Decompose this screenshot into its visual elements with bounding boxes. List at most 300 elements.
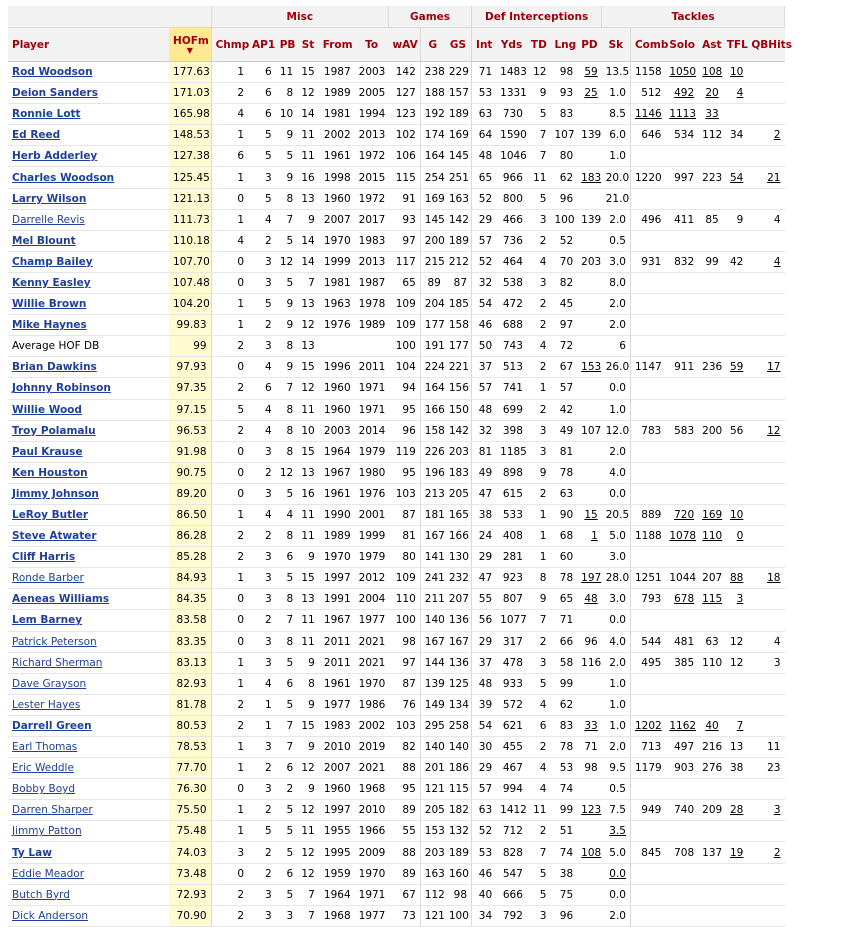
cell-pb: 5 [276,146,298,167]
cell-solo [665,188,698,209]
cell-st: 14 [297,230,319,251]
player-link[interactable]: Darrell Green [12,719,92,732]
cell-yds: 666 [496,884,527,905]
column-header-chmp[interactable]: Chmp [211,28,248,62]
player-cell[interactable] [8,842,169,863]
cell-lng: 74 [550,842,577,863]
cell-sk: 0.5 [602,779,631,800]
player-link[interactable]: Ty Law [12,846,52,859]
cell-solo [665,779,698,800]
player-link[interactable]: Bobby Boyd [12,783,76,796]
player-cell[interactable] [8,610,169,631]
player-link[interactable]: Cliff Harris [12,551,76,564]
column-header-hofm[interactable] [169,28,211,62]
player-cell[interactable] [8,251,169,272]
cell-ast [698,399,723,420]
cell-pd [577,568,602,589]
cell-chmp: 0 [211,272,248,293]
cell-gs: 157 [445,83,472,104]
player-link[interactable]: Aeneas Williams [12,593,110,606]
player-link[interactable]: Butch Byrd [12,888,70,901]
cell-ap1: 3 [248,441,276,462]
player-link[interactable]: Jimmy Patton [12,825,82,838]
cell-ast [698,462,723,483]
table-row [8,631,785,652]
player-cell[interactable] [8,737,169,758]
cell-wav: 88 [388,842,420,863]
player-cell[interactable] [8,272,169,293]
player-cell[interactable] [8,673,169,694]
cell-sk: 1.0 [602,83,631,104]
cell-to: 2005 [355,83,389,104]
cell-chmp: 0 [211,441,248,462]
cell-pb: 8 [276,188,298,209]
player-cell[interactable] [8,146,169,167]
cell-g: 188 [420,83,445,104]
leader-value: 1146 [634,108,662,121]
cell-to: 2002 [355,715,389,736]
player-cell[interactable] [8,230,169,251]
player-link[interactable]: Dick Anderson [12,909,89,922]
column-header-sk[interactable]: Sk [602,28,631,62]
cell-wav: 119 [388,441,420,462]
cell-lng: 97 [550,315,577,336]
player-link[interactable]: Mel Blount [12,234,76,247]
cell-yds: 615 [496,483,527,504]
player-cell[interactable] [8,462,169,483]
player-cell[interactable] [8,378,169,399]
player-link[interactable]: Deion Sanders [12,87,98,100]
cell-to: 2012 [355,568,389,589]
cell-g: 166 [420,399,445,420]
table-row [8,905,785,926]
player-link[interactable]: Johnny Robinson [12,382,111,395]
cell-gs: 134 [445,694,472,715]
player-link[interactable]: Patrick Peterson [12,635,97,648]
cell-g: 177 [420,315,445,336]
cell-from: 1967 [319,462,355,483]
cell-tfl [723,610,748,631]
cell-sk: 1.0 [602,399,631,420]
player-cell[interactable] [8,125,169,146]
column-header-pd[interactable]: PD [577,28,602,62]
cell-chmp: 1 [211,800,248,821]
cell-pd [577,357,602,378]
cell-yds: 741 [496,378,527,399]
cell-solo [665,589,698,610]
player-link[interactable]: Ronde Barber [12,572,84,585]
cell-qbhits: 4 [747,631,784,652]
column-header-lng[interactable]: Lng [550,28,577,62]
cell-tfl: 56 [723,420,748,441]
cell-from: 2003 [319,420,355,441]
hof-db-stats-table [8,6,792,927]
cell-pb: 5 [276,884,298,905]
cell-solo [665,146,698,167]
cell-comb: 1158 [630,62,665,83]
cell-to: 1968 [355,779,389,800]
cell-int: 46 [472,315,497,336]
column-header-yds[interactable]: Yds [496,28,527,62]
player-link[interactable]: Champ Bailey [12,255,93,268]
cell-comb: 1179 [630,758,665,779]
cell-gs: 229 [445,62,472,83]
leader-value: 25 [584,87,598,100]
player-link[interactable]: Richard Sherman [12,656,103,669]
cell-st: 9 [297,209,319,230]
cell-qbhits [747,336,784,357]
player-cell[interactable] [8,294,169,315]
player-cell[interactable] [8,357,169,378]
column-header-from[interactable]: From [319,28,355,62]
cell-solo: 740 [665,800,698,821]
cell-qbhits [747,441,784,462]
cell-td: 5 [527,673,551,694]
cell-lng: 71 [550,610,577,631]
cell-ap1: 6 [248,104,276,125]
cell-st: 12 [297,758,319,779]
column-header-ap1[interactable]: AP1 [248,28,276,62]
player-link[interactable]: Paul Krause [12,445,83,458]
player-cell[interactable] [8,589,169,610]
cell-hofm: 177.63 [169,62,211,83]
cell-st: 10 [297,420,319,441]
player-link[interactable]: Rod Woodson [12,66,93,79]
cell-qbhits [747,610,784,631]
cell-g: 140 [420,737,445,758]
cell-gs: 166 [445,526,472,547]
cell-td: 5 [527,188,551,209]
leader-value: 18 [767,572,781,585]
cell-solo: 534 [665,125,698,146]
player-link[interactable]: Darren Sharper [12,804,93,817]
cell-td: 7 [527,842,551,863]
cell-lng: 65 [550,589,577,610]
cell-sk: 12.0 [602,420,631,441]
cell-int: 49 [472,462,497,483]
cell-pd: 203 [577,251,602,272]
cell-wav: 103 [388,715,420,736]
cell-int: 54 [472,715,497,736]
cell-lng: 53 [550,758,577,779]
cell-tfl: 12 [723,652,748,673]
cell-pd [577,441,602,462]
player-cell[interactable] [8,568,169,589]
cell-gs: 221 [445,357,472,378]
cell-ast: 200 [698,420,723,441]
player-link[interactable]: Jimmy Johnson [12,487,99,500]
cell-tfl [723,694,748,715]
cell-int: 54 [472,294,497,315]
column-header-st[interactable]: St [297,28,319,62]
player-cell[interactable] [8,104,169,125]
leader-value: 4 [773,255,781,268]
player-link[interactable]: Eric Weddle [12,762,74,775]
cell-comb [630,188,665,209]
cell-td: 7 [527,610,551,631]
cell-pb: 8 [276,526,298,547]
leader-value: 2 [773,846,781,859]
cell-to: 1986 [355,694,389,715]
player-link[interactable]: Ken Houston [12,466,88,479]
cell-chmp: 0 [211,779,248,800]
cell-td: 1 [527,547,551,568]
cell-to: 1978 [355,294,389,315]
player-link[interactable]: Lester Hayes [12,698,81,711]
cell-chmp: 2 [211,715,248,736]
cell-chmp: 5 [211,399,248,420]
cell-sk: 8.0 [602,272,631,293]
cell-hofm: 107.48 [169,272,211,293]
cell-gs: 140 [445,737,472,758]
player-link[interactable]: Mike Haynes [12,319,87,332]
cell-to: 1979 [355,547,389,568]
cell-lng: 90 [550,504,577,525]
cell-qbhits [747,272,784,293]
cell-yds: 994 [496,779,527,800]
player-link[interactable]: Lem Barney [12,614,83,627]
column-header-qbhits[interactable]: QBHits [747,28,784,62]
player-cell[interactable] [8,483,169,504]
table-row [8,146,785,167]
cell-chmp: 2 [211,905,248,926]
cell-pb: 9 [276,315,298,336]
cell-int: 53 [472,83,497,104]
player-link[interactable]: Brian Dawkins [12,361,97,374]
cell-qbhits [747,526,784,547]
table-row [8,884,785,905]
cell-pd: 71 [577,737,602,758]
cell-qbhits [747,462,784,483]
cell-st: 13 [297,188,319,209]
cell-from: 1963 [319,294,355,315]
player-link[interactable]: Herb Adderley [12,150,98,163]
cell-tfl [723,378,748,399]
column-header-player[interactable]: Player [8,28,169,62]
cell-chmp: 2 [211,884,248,905]
cell-int: 57 [472,378,497,399]
column-header-tfl[interactable]: TFL [723,28,748,62]
cell-ap1: 3 [248,652,276,673]
cell-pb: 12 [276,462,298,483]
column-header-comb[interactable]: Comb [630,28,665,62]
cell-wav: 93 [388,209,420,230]
cell-tfl [723,104,748,125]
cell-yds: 513 [496,357,527,378]
cell-qbhits: 11 [747,737,784,758]
player-cell[interactable] [8,188,169,209]
player-cell[interactable] [8,694,169,715]
cell-yds: 743 [496,336,527,357]
player-cell[interactable] [8,441,169,462]
cell-int: 29 [472,547,497,568]
cell-yds: 712 [496,821,527,842]
cell-pb: 5 [276,230,298,251]
cell-from: 1977 [319,694,355,715]
cell-qbhits [747,568,784,589]
cell-yds: 621 [496,715,527,736]
cell-from: 1961 [319,146,355,167]
cell-from: 1964 [319,441,355,462]
cell-st: 11 [297,146,319,167]
cell-st: 12 [297,378,319,399]
cell-sk: 6.0 [602,125,631,146]
player-link[interactable]: Troy Polamalu [12,424,96,437]
leader-value: 54 [729,171,744,184]
player-cell[interactable] [8,631,169,652]
player-link[interactable]: Eddie Meador [12,867,85,880]
cell-ast: 276 [698,758,723,779]
cell-pb: 7 [276,737,298,758]
cell-chmp: 0 [211,188,248,209]
player-cell[interactable] [8,526,169,547]
cell-from: 2007 [319,209,355,230]
player-cell[interactable] [8,821,169,842]
cell-pd [577,547,602,568]
player-link[interactable]: Dave Grayson [12,677,87,690]
column-header-td[interactable]: TD [527,28,551,62]
cell-pd: 107 [577,420,602,441]
cell-pb: 8 [276,631,298,652]
cell-qbhits [747,104,784,125]
cell-pb: 5 [276,483,298,504]
cell-td: 6 [527,715,551,736]
cell-gs: 156 [445,378,472,399]
cell-solo: 411 [665,209,698,230]
player-cell[interactable] [8,800,169,821]
player-cell[interactable] [8,209,169,230]
cell-tfl: 9 [723,209,748,230]
player-link[interactable]: Willie Wood [12,403,82,416]
cell-comb: 949 [630,800,665,821]
player-link[interactable]: Ronnie Lott [12,108,81,121]
cell-comb: 1251 [630,568,665,589]
column-header-to[interactable]: To [355,28,389,62]
cell-gs: 205 [445,483,472,504]
cell-comb: 1188 [630,526,665,547]
cell-g: 149 [420,694,445,715]
cell-sk: 0.0 [602,483,631,504]
cell-tfl: 13 [723,737,748,758]
table-row [8,715,785,736]
player-link[interactable]: Kenny Easley [12,276,91,289]
player-cell[interactable] [8,547,169,568]
player-cell[interactable] [8,504,169,525]
cell-ast [698,230,723,251]
cell-lng: 58 [550,652,577,673]
cell-hofm: 74.03 [169,842,211,863]
cell-tfl [723,905,748,926]
cell-to: 2001 [355,504,389,525]
cell-ap1: 3 [248,568,276,589]
player-cell[interactable] [8,905,169,926]
cell-int: 63 [472,104,497,125]
cell-pd [577,610,602,631]
cell-pd [577,62,602,83]
cell-ast [698,336,723,357]
cell-ap1: 4 [248,399,276,420]
cell-lng: 63 [550,483,577,504]
cell-chmp: 6 [211,146,248,167]
cell-g: 241 [420,568,445,589]
cell-yds: 800 [496,188,527,209]
player-cell[interactable] [8,884,169,905]
table-row [8,209,785,230]
cell-tfl [723,294,748,315]
table-row [8,125,785,146]
cell-lng: 81 [550,441,577,462]
cell-pb: 3 [276,905,298,926]
cell-comb [630,336,665,357]
player-link[interactable]: Charles Woodson [12,171,115,184]
player-link[interactable]: Larry Wilson [12,192,87,205]
player-cell[interactable] [8,863,169,884]
cell-qbhits [747,589,784,610]
player-cell[interactable] [8,62,169,83]
player-link[interactable]: Darrelle Revis [12,213,85,226]
player-link[interactable]: Willie Brown [12,298,87,311]
cell-from: 1999 [319,251,355,272]
table-row [8,441,785,462]
cell-from: 1996 [319,357,355,378]
cell-int: 48 [472,146,497,167]
cell-yds: 466 [496,209,527,230]
cell-tfl [723,589,748,610]
cell-int: 63 [472,800,497,821]
column-header-wav[interactable]: wAV [388,28,420,62]
player-cell[interactable] [8,420,169,441]
cell-from: 1981 [319,104,355,125]
player-link[interactable]: Earl Thomas [12,741,78,754]
column-header-pb[interactable]: PB [276,28,298,62]
column-header-solo[interactable]: Solo [665,28,698,62]
table-row [8,378,785,399]
player-cell[interactable] [8,315,169,336]
cell-hofm: 107.70 [169,251,211,272]
cell-chmp: 2 [211,378,248,399]
player-link[interactable]: LeRoy Butler [12,509,89,522]
cell-ap1: 6 [248,83,276,104]
column-header-gs[interactable]: GS [445,28,472,62]
leader-value: 115 [702,593,723,606]
player-cell[interactable] [8,399,169,420]
column-header-int[interactable]: Int [472,28,497,62]
player-cell[interactable] [8,758,169,779]
player-cell[interactable] [8,652,169,673]
cell-pd [577,715,602,736]
player-cell[interactable] [8,167,169,188]
player-link[interactable]: Steve Atwater [12,530,97,543]
cell-from: 1983 [319,715,355,736]
column-header-row [8,28,785,62]
player-link[interactable]: Ed Reed [12,129,61,142]
cell-sk [602,821,631,842]
cell-to: 1970 [355,863,389,884]
player-cell[interactable] [8,779,169,800]
column-header-ast[interactable]: Ast [698,28,723,62]
column-header-g[interactable]: G [420,28,445,62]
player-cell[interactable] [8,83,169,104]
cell-from: 1995 [319,842,355,863]
cell-gs: 125 [445,673,472,694]
cell-qbhits [747,125,784,146]
cell-qbhits [747,146,784,167]
cell-gs: 189 [445,230,472,251]
player-cell[interactable] [8,715,169,736]
leader-value: 3 [773,804,781,817]
cell-from: 1959 [319,863,355,884]
cell-pb: 7 [276,378,298,399]
